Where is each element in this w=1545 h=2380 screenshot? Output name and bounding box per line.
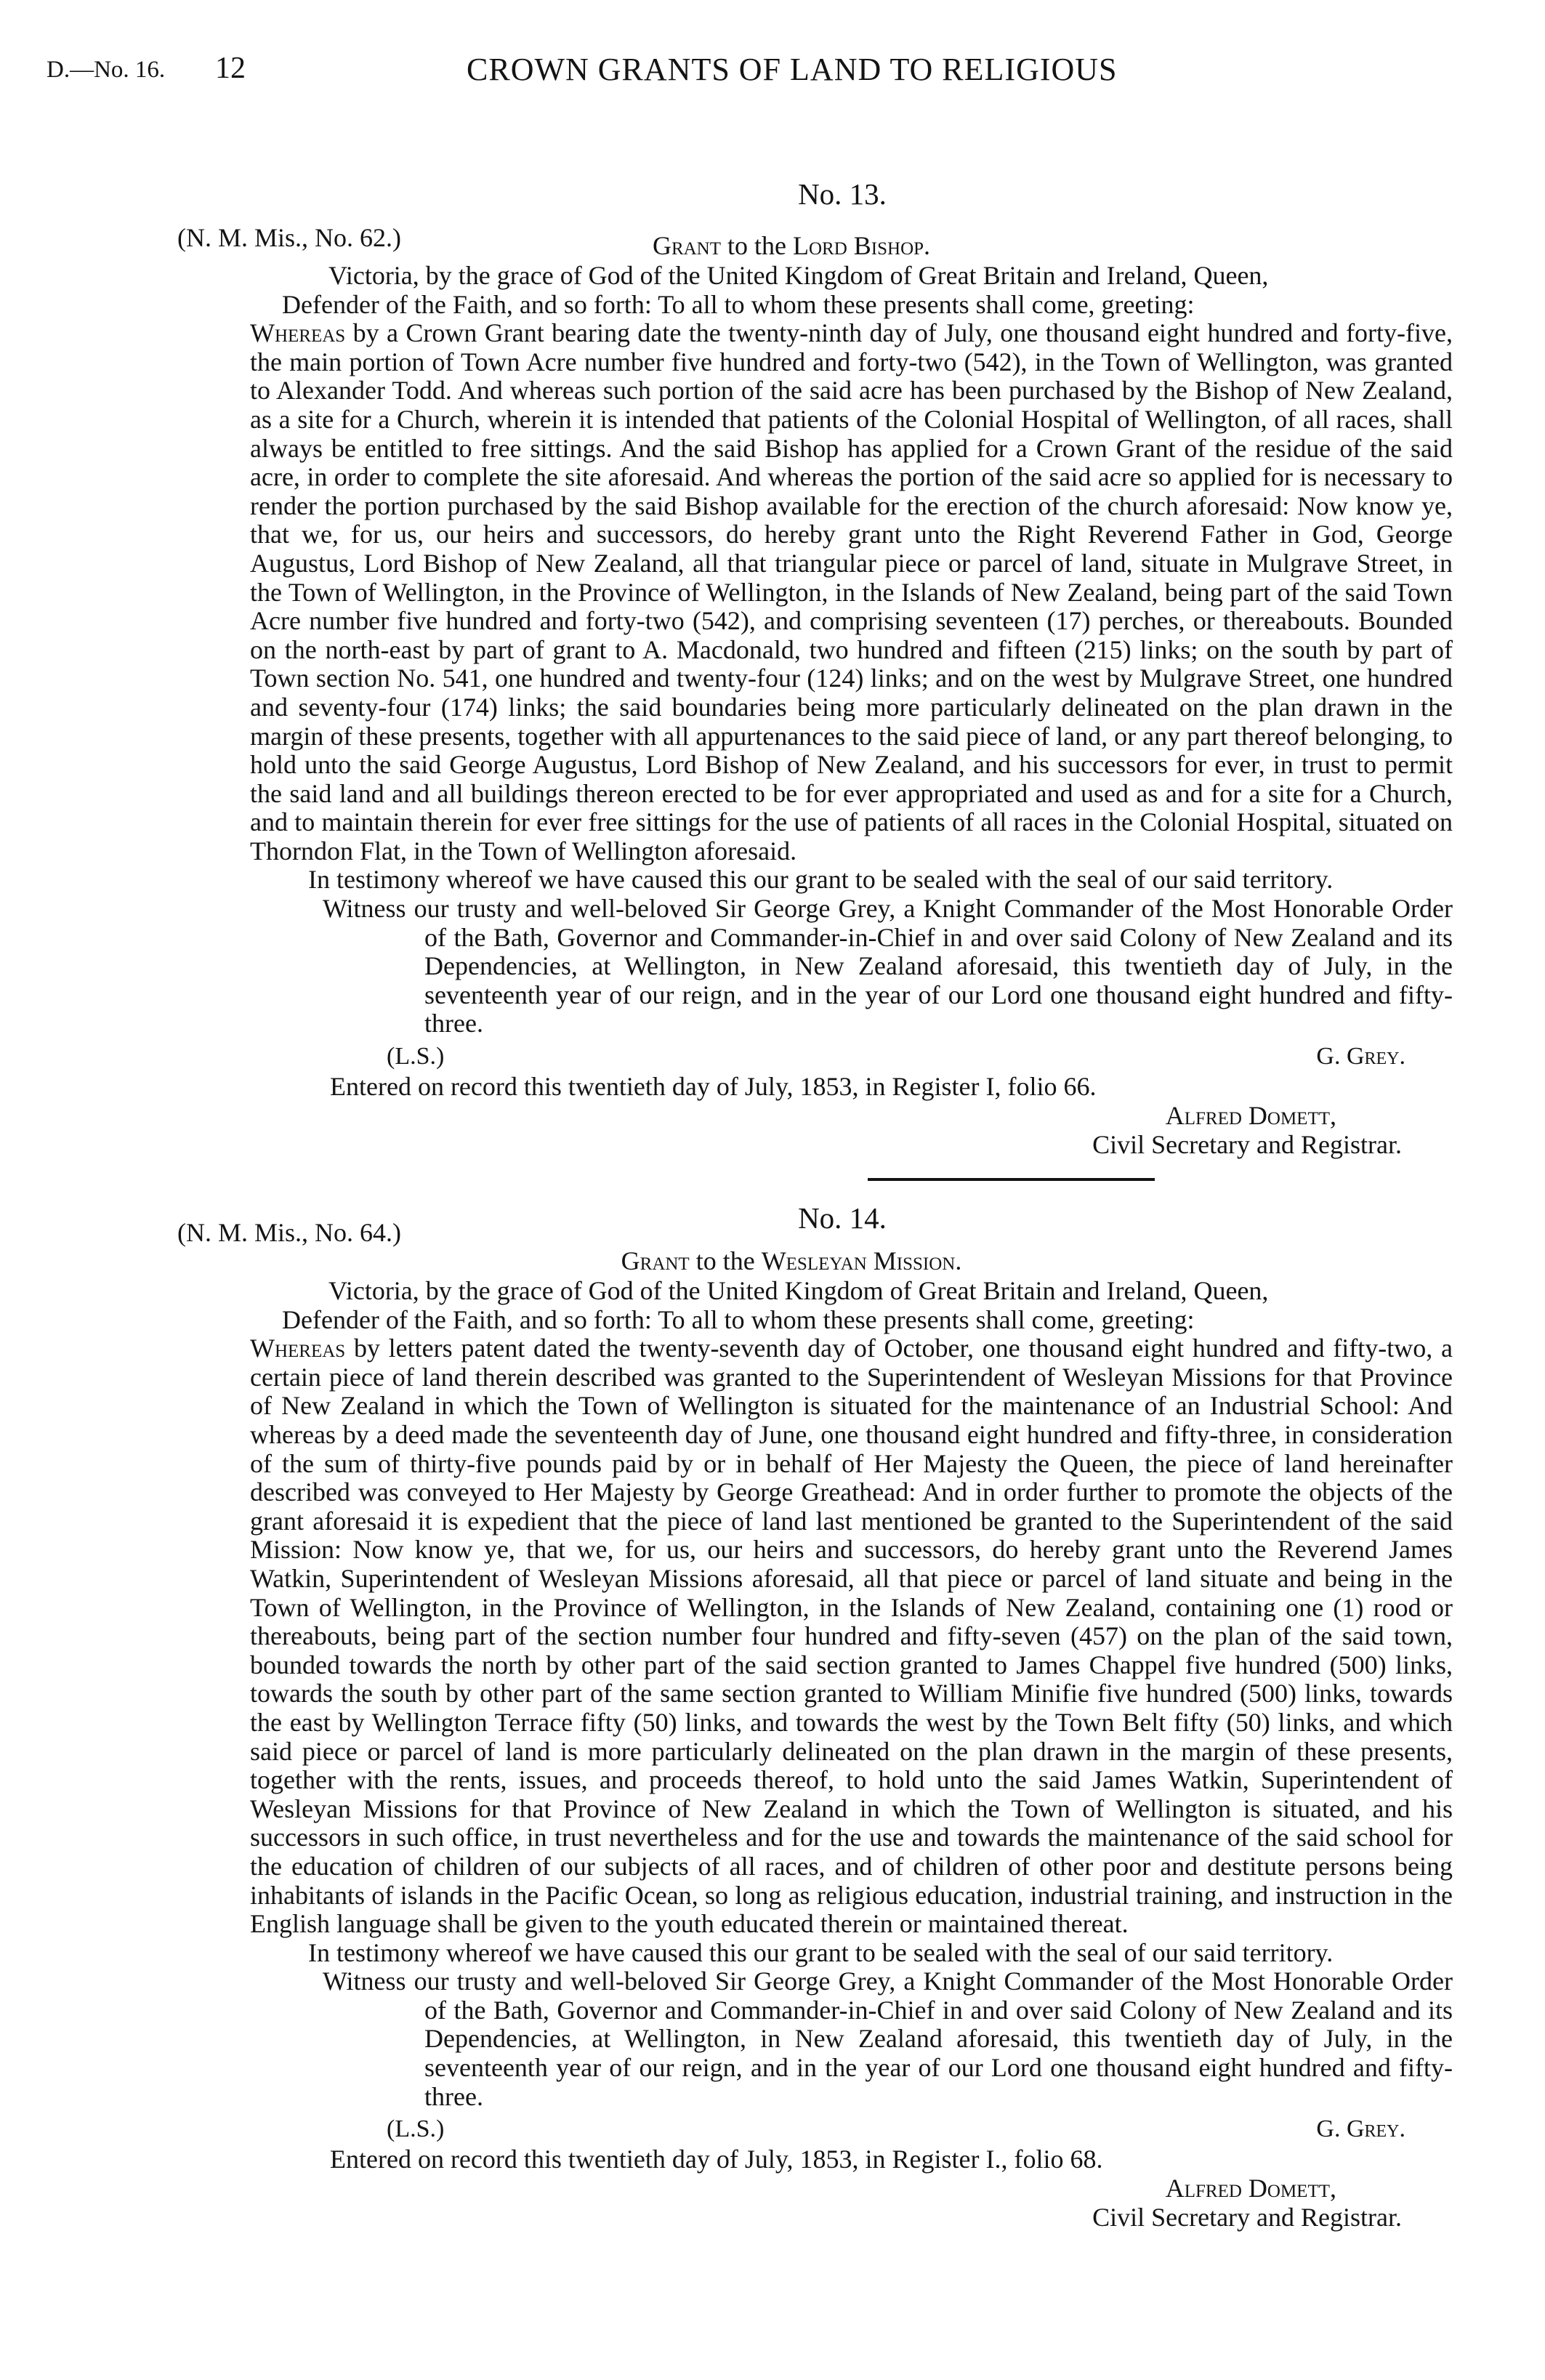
opening-line-continued: Defender of the Faith, and so forth: To all to whom these presents shall come, greeting: xyxy=(282,1304,1195,1334)
secretary-title: Civil Secretary and Registrar. xyxy=(1092,1130,1402,1160)
document-page xyxy=(47,51,1493,2232)
seal-mark: (L.S.) xyxy=(387,2115,445,2143)
testimony-clause: In testimony whereof we have caused this our grant to be sealed with the seal of our said territory. xyxy=(308,1937,1334,1967)
grant-to: to the xyxy=(695,1246,755,1276)
running-header xyxy=(47,51,1493,102)
whereas-paragraph xyxy=(250,1334,1453,1938)
secretary-signature xyxy=(47,2174,1493,2232)
grant-number: No. 14. xyxy=(798,1201,887,1235)
grant-word: Grant xyxy=(621,1246,690,1276)
grant-text xyxy=(250,262,1453,1038)
mis-reference: (N. M. Mis., No. 62.) xyxy=(177,223,402,252)
secretary-name: Alfred Domett, xyxy=(1165,2174,1336,2203)
document-reference: D.—No. 16. xyxy=(47,57,166,83)
mis-reference: (N. M. Mis., No. 64.) xyxy=(177,1218,402,1248)
grant-body: by a Crown Grant bearing date the twenty-ninth day of July, one thousand eight hundred and forty-five, the main portion of Town Acre number five hundred and forty-two (542), in the Town of Wellington, was granted to Alexander Todd. And whereas such portion of the said acre has been purchased by the Bishop of New Zealand, as a site for a Church, wherein it is intended that patients of the Colonial Hospital of Wellington, of all races, shall always be entitled to free sittings. And the said Bishop has applied for a Crown Grant of the residue of the said acre, in order to complete the site aforesaid. And whereas the portion of the said acre so applied for is necessary to render the portion purchased by the said Bishop available for the erection of the church aforesaid: Now know ye, that we, for us, our heirs and successors, do hereby grant unto the Right Reverend Father in God, George Augustus, Lord Bishop of New Zealand, all that triangular piece or parcel of land, situate in Mulgrave Street, in the Town of Wellington, in the Province of Wellington, in the Islands of New Zealand, being part of the said Town Acre number five hundred and forty-two (542), and comprising seventeen (17) perches, or thereabouts. Bounded on the north-east by part of grant to A. Macdonald, two hundred and fifteen (215) links; on the south by part of Town section No. 541, one hundred and twenty-four (124) links; and on the west by Mulgrave Street, one hundred and seventy-four (174) links; the said boundaries being more particularly delineated on the plan drawn in the margin of these presents, together with all appurtenances to the said piece of land, or any part thereof belonging, to hold unto the said George Augustus, Lord Bishop of New Zealand, and his successors for ever, in trust to permit the said land and all buildings thereon erected to be for ever appropriated and used as and for a site for a Church, and to maintain therein for ever free sittings for the use of patients of all races in the Colonial Hospital, situated on Thorndon Flat, in the Town of Wellington aforesaid. xyxy=(250,318,1453,866)
seal-mark: (L.S.) xyxy=(387,1043,445,1070)
grant-word: Grant xyxy=(652,231,722,260)
record-entry: Entered on record this twentieth day of July, 1853, in Register I., folio 68. xyxy=(330,2145,1103,2174)
grantee: Lord Bishop. xyxy=(793,231,931,260)
secretary-signature xyxy=(47,1101,1493,1159)
witness-clause: Witness our trusty and well-beloved Sir George Grey, a Knight Commander of the Most Honorable Order of the Bath, Governor and Commander-in-Chief in and over said Colony of New Zealand and its Dependencies, at Wellington, in New Zealand aforesaid, this twentieth day of July, in the seventeenth year of our reign, and in the year of our Lord one thousand eight hundred and fifty-three. xyxy=(323,894,1453,1038)
whereas-word: Whereas xyxy=(250,1334,346,1363)
opening-line: Victoria, by the grace of God of the United Kingdom of Great Britain and Ireland, Queen, xyxy=(328,261,1269,290)
grant-text xyxy=(250,1277,1453,2111)
governor-signature: G. Grey. xyxy=(1316,2115,1405,2143)
secretary-name: Alfred Domett, xyxy=(1165,1101,1336,1131)
testimony-clause: In testimony whereof we have caused this our grant to be sealed with the seal of our said territory. xyxy=(308,865,1334,895)
whereas-word: Whereas xyxy=(250,318,346,348)
opening-line-continued: Defender of the Faith, and so forth: To all to whom these presents shall come, greeting: xyxy=(282,289,1195,319)
seal-line xyxy=(47,2115,1493,2145)
grant-to: to the xyxy=(727,231,786,260)
whereas-paragraph xyxy=(250,319,1453,866)
opening-line: Victoria, by the grace of God of the United Kingdom of Great Britain and Ireland, Queen, xyxy=(328,1276,1269,1306)
grant-body: by letters patent dated the twenty-seventh day of October, one thousand eight hundred and fifty-two, a certain piece of land therein described was granted to the Superintendent of Wesleyan Missions for that Province of New Zealand in which the Town of Wellington is situated for the maintenance of an Industrial School: And whereas by a deed made the seventeenth day of June, one thousand eight hundred and fifty-three, in consideration of the sum of thirty-five pounds paid by or in behalf of Her Majesty the Queen, the piece of land hereinafter described was conveyed to Her Majesty by George Greathead: And in order further to promote the objects of the grant aforesaid it is expedient that the piece of land last mentioned be granted to the Superintendent of the said Mission: Now know ye, that we, for us, our heirs and successors, do hereby grant unto the Reverend James Watkin, Superintendent of Wesleyan Missions aforesaid, all that piece or parcel of land situate and being in the Town of Wellington, in the Province of Wellington, in the Islands of New Zealand, containing one (1) rood or thereabouts, being part of the section number four hundred and fifty-seven (457) on the plan of the said town, bounded towards the north by other part of the said section granted to James Chappel five hundred (500) links, towards the south by other part of the same section granted to William Minifie five hundred (500) links, towards the east by Wellington Terrace fifty (50) links, and towards the west by the Town Belt fifty (50) links, and which said piece or parcel of land is more particularly delineated on the plan drawn in the margin of these presents, together with the rents, issues, and proceeds thereof, to hold unto the said James Watkin, Superintendent of Wesleyan Missions for that Province of New Zealand in which the Town of Wellington is situated, and his successors in such office, in trust nevertheless and for the use and towards the maintenance of the said school for the education of children of our subjects of all races, and of children of other poor and destitute persons being inhabitants of islands in the Pacific Ocean, so long as religious education, industrial training, and instruction in the English language shall be given to the youth educated therein or maintained thereat. xyxy=(250,1334,1453,1939)
grant-number: No. 13. xyxy=(798,177,887,211)
record-entry: Entered on record this twentieth day of July, 1853, in Register I, folio 66. xyxy=(330,1072,1097,1102)
grant-14 xyxy=(47,1195,1493,2232)
governor-signature: G. Grey. xyxy=(1316,1043,1405,1070)
secretary-title: Civil Secretary and Registrar. xyxy=(1092,2203,1402,2232)
page-number: 12 xyxy=(215,52,246,85)
grant-title xyxy=(47,1245,1493,1277)
section-divider xyxy=(868,1178,1155,1181)
page-title: CROWN GRANTS OF LAND TO RELIGIOUS xyxy=(467,52,1118,87)
grant-13 xyxy=(47,172,1493,1159)
grantee: Wesleyan Mission. xyxy=(761,1246,962,1276)
witness-clause: Witness our trusty and well-beloved Sir George Grey, a Knight Commander of the Most Honorable Order of the Bath, Governor and Commander-in-Chief in and over said Colony of New Zealand and its Dependencies, at Wellington, in New Zealand aforesaid, this twentieth day of July, in the seventeenth year of our reign, and in the year of our Lord one thousand eight hundred and fifty-three. xyxy=(323,1966,1453,2111)
seal-line xyxy=(47,1043,1493,1072)
